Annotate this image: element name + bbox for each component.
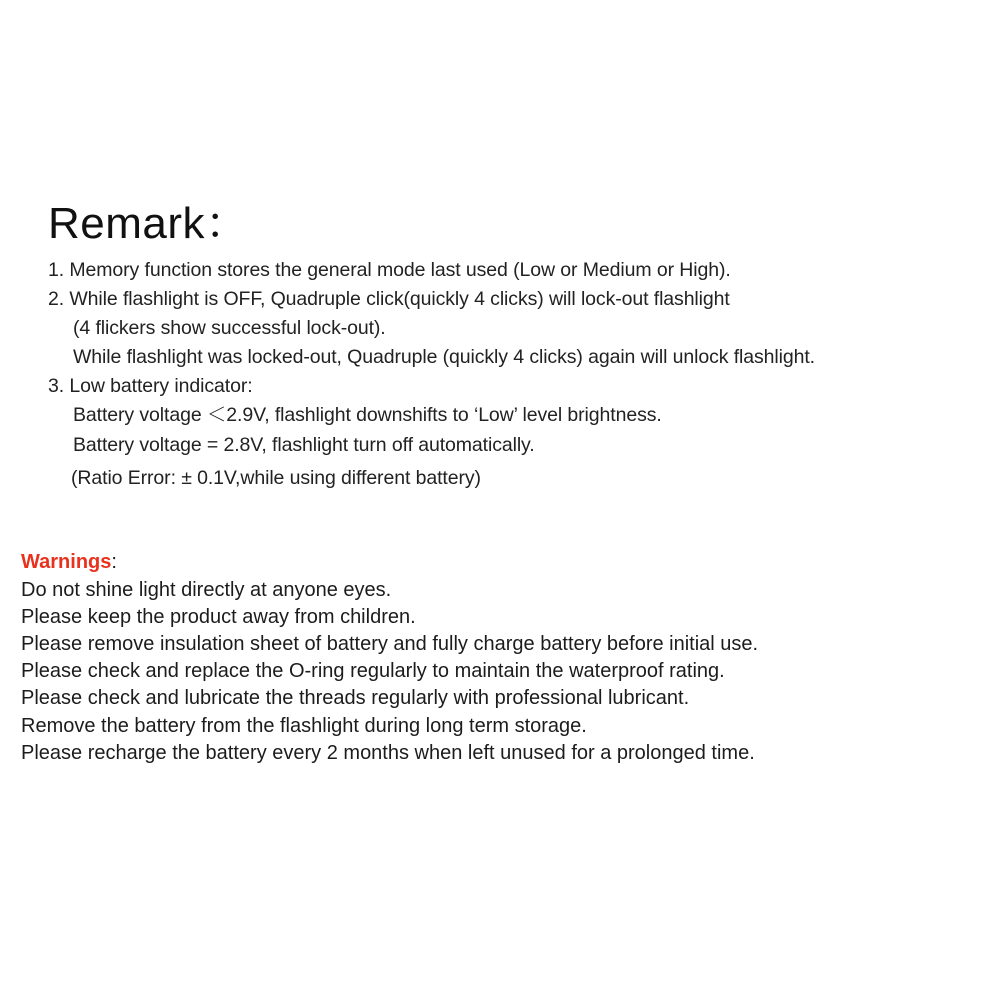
remark-line-lockout: 2. While flashlight is OFF, Quadruple click(quickly 4 clicks) will lock-out flashlight [48,288,730,310]
warning-line-insulation: Please remove insulation sheet of battery and fully charge battery before initial use. [21,633,759,655]
remark-line-lockout-flicker: (4 flickers show successful lock-out). [73,317,386,339]
warning-line-eyes: Do not shine light directly at anyone eyes. [21,579,392,601]
remark-line-unlock: While flashlight was locked-out, Quadruple (quickly 4 clicks) again will unlock flashlight. [73,346,815,368]
remark-line-voltage-downshift: Battery voltage ＜2.9V, flashlight downshifts to ‘Low’ level brightness. [73,404,662,426]
remark-line-voltage-off: Battery voltage = 2.8V, flashlight turn off automatically. [73,434,535,456]
warnings-heading [21,548,117,576]
warning-line-storage: Remove the battery from the flashlight during long term storage. [21,715,587,737]
remark-title: Remark： [48,199,250,248]
warnings-label: Warnings [21,551,112,573]
warnings-colon: : [111,551,117,573]
warnings-section [0,540,1000,780]
remark-line-memory: 1. Memory function stores the general mode last used (Low or Medium or High). [48,259,731,281]
warning-line-children: Please keep the product away from children. [21,606,416,628]
remark-line-low-battery: 3. Low battery indicator: [48,375,253,397]
warning-line-o-ring: Please check and replace the O-ring regularly to maintain the waterproof rating. [21,660,725,682]
warning-line-threads: Please check and lubricate the threads regularly with professional lubricant. [21,687,690,709]
remark-line-ratio-error: (Ratio Error: ± 0.1V,while using different battery) [71,467,481,489]
warning-line-recharge: Please recharge the battery every 2 months when left unused for a prolonged time. [21,742,755,764]
